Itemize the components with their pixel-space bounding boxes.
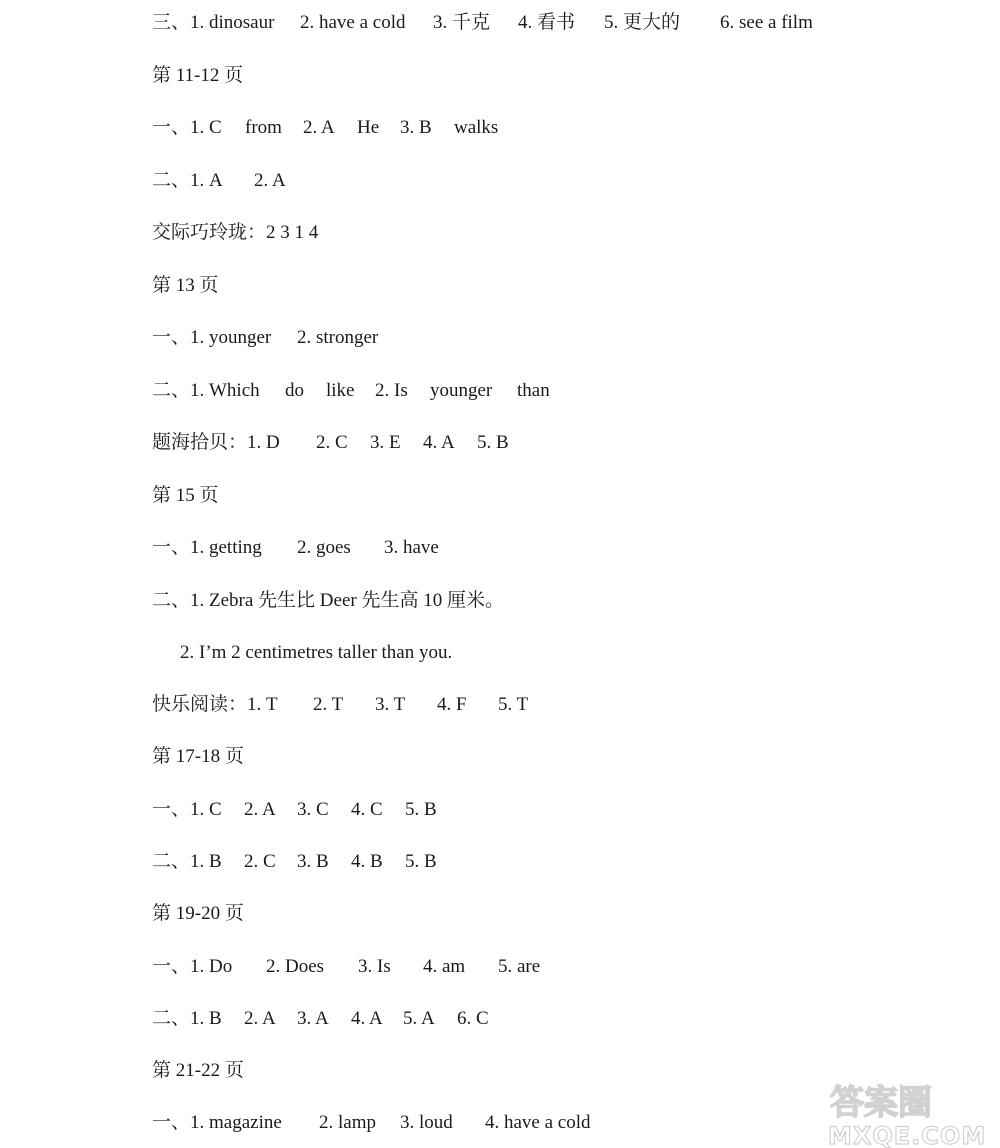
answer-segment: 二、1. B (152, 1008, 222, 1029)
answer-segment: 2. C (316, 432, 348, 453)
answer-segment: 二、1. B (152, 851, 222, 872)
answer-segment: 3. A (297, 1008, 329, 1029)
heading-text: 第 15 页 (152, 485, 219, 506)
answer-segment: 2. stronger (297, 327, 379, 348)
answer-segment: 题海拾贝：1. D (152, 432, 280, 453)
answer-segment: 2. A (254, 170, 286, 191)
answer-segment: 5. A (403, 1008, 435, 1029)
answer-segment: He (357, 117, 380, 138)
answer-segment: younger (430, 380, 493, 401)
answer-segment: 3. B (400, 117, 432, 138)
watermark-logo (820, 1078, 1000, 1148)
answer-segment: 5. are (498, 956, 541, 977)
answer-segment: 一、1. Do (152, 956, 233, 977)
answer-segment: from (245, 117, 282, 138)
answer-segment: 3. loud (400, 1112, 453, 1133)
answer-segment: 快乐阅读：1. T (152, 694, 278, 715)
heading-text: 第 11-12 页 (152, 65, 244, 86)
answer-segment: 4. A (351, 1008, 383, 1029)
answer-segment: 2. lamp (319, 1112, 376, 1133)
answer-segment: 5. B (405, 851, 437, 872)
heading-text: 第 13 页 (152, 275, 219, 296)
answer-segment: 4. 看书 (518, 12, 576, 33)
answer-segment: 二、1. Which (152, 380, 260, 401)
answer-segment: 一、1. magazine (152, 1112, 282, 1133)
answer-segment: 一、1. younger (152, 327, 272, 348)
answer-segment: 4. F (437, 694, 467, 715)
answer-segment: 一、1. C (152, 117, 222, 138)
answer-segment: 2. A (303, 117, 335, 138)
answer-segment: 5. 更大的 (604, 12, 681, 33)
answer-segment: 3. Is (358, 956, 391, 977)
answer-segment: 三、1. dinosaur (152, 12, 275, 33)
answer-segment: 2. C (244, 851, 276, 872)
answer-segment: 5. B (405, 799, 437, 820)
heading-text: 第 17-18 页 (152, 746, 244, 767)
answer-segment: 6. see a film (720, 12, 813, 33)
answer-segment: 一、1. getting (152, 537, 262, 558)
answer-segment: 3. 千克 (433, 12, 491, 33)
answer-segment: 2. A (244, 799, 276, 820)
answer-segment: 2. I’m 2 centimetres taller than you. (180, 642, 453, 663)
answer-segment: 4. have a cold (485, 1112, 591, 1133)
answer-segment: 3. have (384, 537, 439, 558)
answer-segment: 交际巧玲珑：2 3 1 4 (152, 222, 319, 243)
answer-segment: 6. C (457, 1008, 489, 1029)
answer-segment: 2. Does (266, 956, 325, 977)
watermark-top-text: 答案圈 (830, 1083, 932, 1123)
answer-segment: like (326, 380, 355, 401)
answer-segment: 3. B (297, 851, 329, 872)
heading-text: 第 19-20 页 (152, 903, 244, 924)
answer-segment: 3. C (297, 799, 329, 820)
answer-segment: walks (454, 117, 499, 138)
answer-segment: 3. T (375, 694, 406, 715)
heading-text: 第 21-22 页 (152, 1060, 244, 1081)
answer-segment: 4. B (351, 851, 383, 872)
answer-segment: 二、1. A (152, 170, 223, 191)
answer-segment: 5. B (477, 432, 509, 453)
answer-segment: 5. T (498, 694, 529, 715)
answer-segment: 2. T (313, 694, 344, 715)
answer-segment: 2. A (244, 1008, 276, 1029)
answer-segment: do (285, 380, 304, 401)
watermark-bottom-text: MXQE.COM (828, 1122, 987, 1148)
answer-segment: than (517, 380, 550, 401)
answer-segment: 2. goes (297, 537, 351, 558)
answer-segment: 二、1. Zebra 先生比 Deer 先生高 10 厘米。 (152, 590, 504, 611)
answer-segment: 4. A (423, 432, 455, 453)
answer-segment: 2. Is (375, 380, 408, 401)
answer-segment: 4. C (351, 799, 383, 820)
answer-segment: 2. have a cold (300, 12, 406, 33)
answer-segment: 4. am (423, 956, 466, 977)
answer-segment: 一、1. C (152, 799, 222, 820)
answer-segment: 3. E (370, 432, 401, 453)
